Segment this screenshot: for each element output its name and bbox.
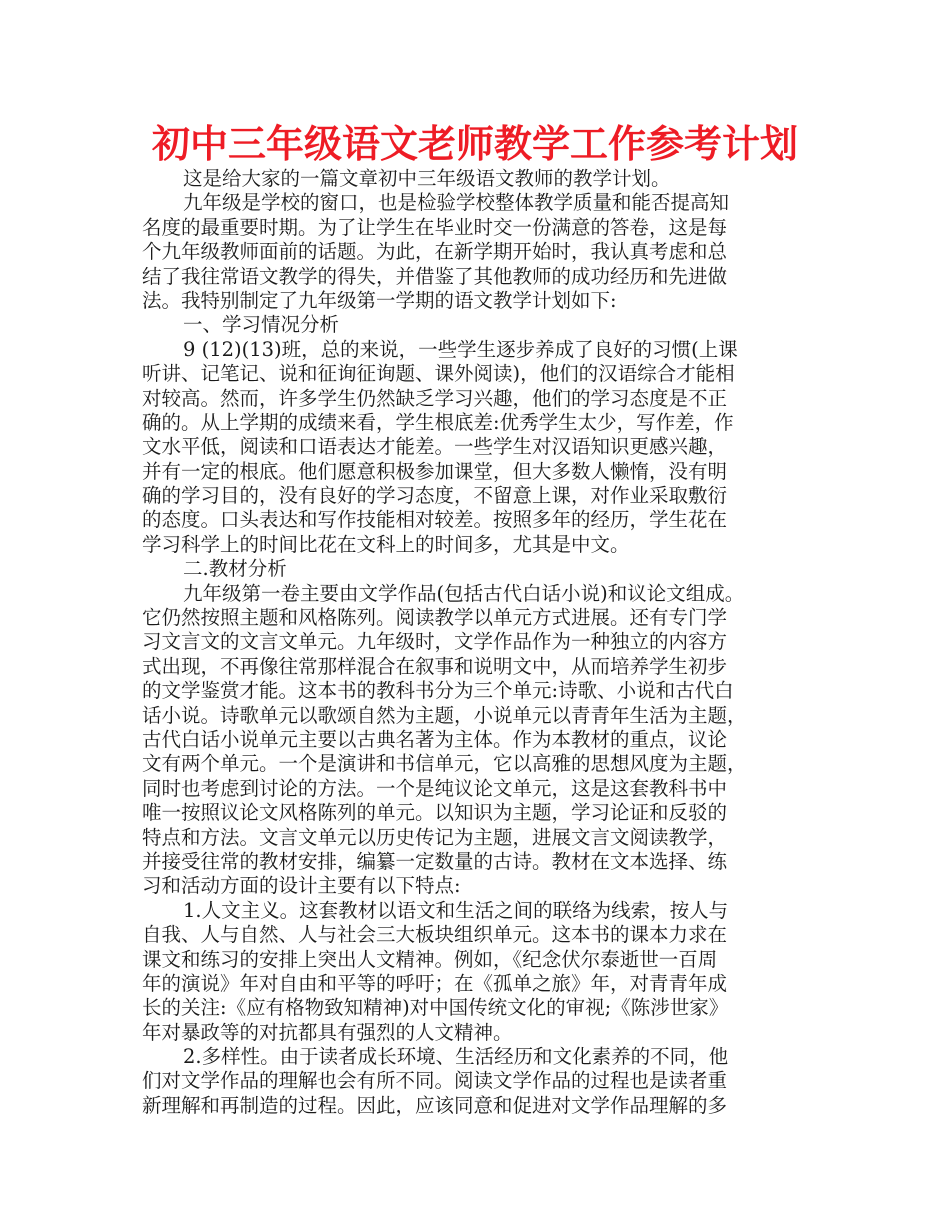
text-line: 的态度。口头表达和写作技能相对较差。按照多年的经历，学生花在 (142, 508, 728, 532)
text-line: 个九年级教师面前的话题。为此，在新学期开始时，我认真考虑和总 (142, 240, 728, 264)
text-line: 并有一定的根底。他们愿意积极参加课堂，但大多数人懒惰，没有明 (142, 459, 728, 483)
text-line: 年的演说》年对自由和平等的呼吁；在《孤单之旅》年，对青青年成 (142, 971, 728, 995)
text-line: 法。我特别制定了九年级第一学期的语文教学计划如下: (142, 288, 617, 312)
text-line: 确的学习目的，没有良好的学习态度，不留意上课，对作业采取敷衍 (142, 484, 728, 508)
text-line: 二.教材分析 (183, 557, 287, 581)
text-line: 新理解和再制造的过程。因此，应该同意和促进对文学作品理解的多 (142, 1093, 728, 1117)
text-line: 特点和方法。文言文单元以历史传记为主题，进展文言文阅读教学， (142, 825, 728, 849)
text-line: 学习科学上的时间比花在文科上的时间多，尤其是中文。 (142, 532, 630, 556)
text-line: 九年级第一卷主要由文学作品(包括古代白话小说)和议论文组成。 (183, 581, 745, 605)
text-line: 九年级是学校的窗口，也是检验学校整体教学质量和能否提高知 (183, 191, 730, 215)
text-line: 它仍然按照主题和风格陈列。阅读教学以单元方式进展。还有专门学 (142, 606, 728, 630)
text-line: 名度的最重要时期。为了让学生在毕业时交一份满意的答卷，这是每 (142, 215, 728, 239)
text-line: 对较高。然而，许多学生仍然缺乏学习兴趣，他们的学习态度是不正 (142, 386, 728, 410)
text-line: 同时也考虑到讨论的方法。一个是纯议论文单元，这是这套教科书中 (142, 776, 728, 800)
text-line: 2.多样性。由于读者成长环境、生活经历和文化素养的不同，他 (183, 1045, 729, 1069)
text-line: 9 (12)(13)班，总的来说，一些学生逐步养成了良好的习惯(上课 (183, 337, 738, 361)
text-line: 们对文学作品的理解也会有所不同。阅读文学作品的过程也是读者重 (142, 1069, 728, 1093)
text-line: 习文言文的文言文单元。九年级时，文学作品作为一种独立的内容方 (142, 630, 728, 654)
text-line: 古代白话小说单元主要以古典名著为主体。作为本教材的重点，议论 (142, 727, 728, 751)
text-line: 结了我往常语文教学的得失，并借鉴了其他教师的成功经历和先进做 (142, 264, 728, 288)
text-line: 式出现，不再像往常那样混合在叙事和说明文中，从而培养学生初步 (142, 654, 728, 678)
text-line: 习和活动方面的设计主要有以下特点: (142, 874, 461, 898)
document-title: 初中三年级语文老师教学工作参考计划 (151, 121, 798, 166)
text-line: 并接受往常的教材安排，编纂一定数量的古诗。教材在文本选择、练 (142, 849, 728, 873)
text-line: 唯一按照议论文风格陈列的单元。以知识为主题，学习论证和反驳的 (142, 801, 728, 825)
text-line: 文水平低，阅读和口语表达才能差。一些学生对汉语知识更感兴趣， (142, 435, 728, 459)
text-line: 长的关注:《应有格物致知精神)对中国传统文化的审视;《陈涉世家》 (142, 996, 729, 1020)
text-line: 听讲、记笔记、说和征询征询题、课外阅读)，他们的汉语综合才能相 (142, 362, 735, 386)
text-line: 的文学鉴赏才能。这本书的教科书分为三个单元:诗歌、小说和古代白 (142, 679, 734, 703)
text-line: 1.人文主义。这套教材以语文和生活之间的联络为线索，按人与 (183, 898, 729, 922)
text-line: 一、学习情况分析 (183, 313, 340, 337)
text-line: 课文和练习的安排上突出人文精神。例如，《纪念伏尔泰逝世一百周 (142, 947, 718, 971)
text-line: 年对暴政等的对抗都具有强烈的人文精神。 (142, 1020, 513, 1044)
text-line: 自我、人与自然、人与社会三大板块组织单元。这本书的课本力求在 (142, 923, 728, 947)
text-line: 这是给大家的一篇文章初中三年级语文教师的教学计划。 (183, 167, 671, 190)
text-line: 确的。从上学期的成绩来看，学生根底差:优秀学生太少，写作差，作 (142, 410, 734, 434)
document-body (142, 167, 810, 1118)
text-line: 话小说。诗歌单元以歌颂自然为主题，小说单元以青青年生活为主题， (142, 703, 747, 727)
text-line: 文有两个单元。一个是演讲和书信单元，它以高雅的思想风度为主题， (142, 752, 747, 776)
